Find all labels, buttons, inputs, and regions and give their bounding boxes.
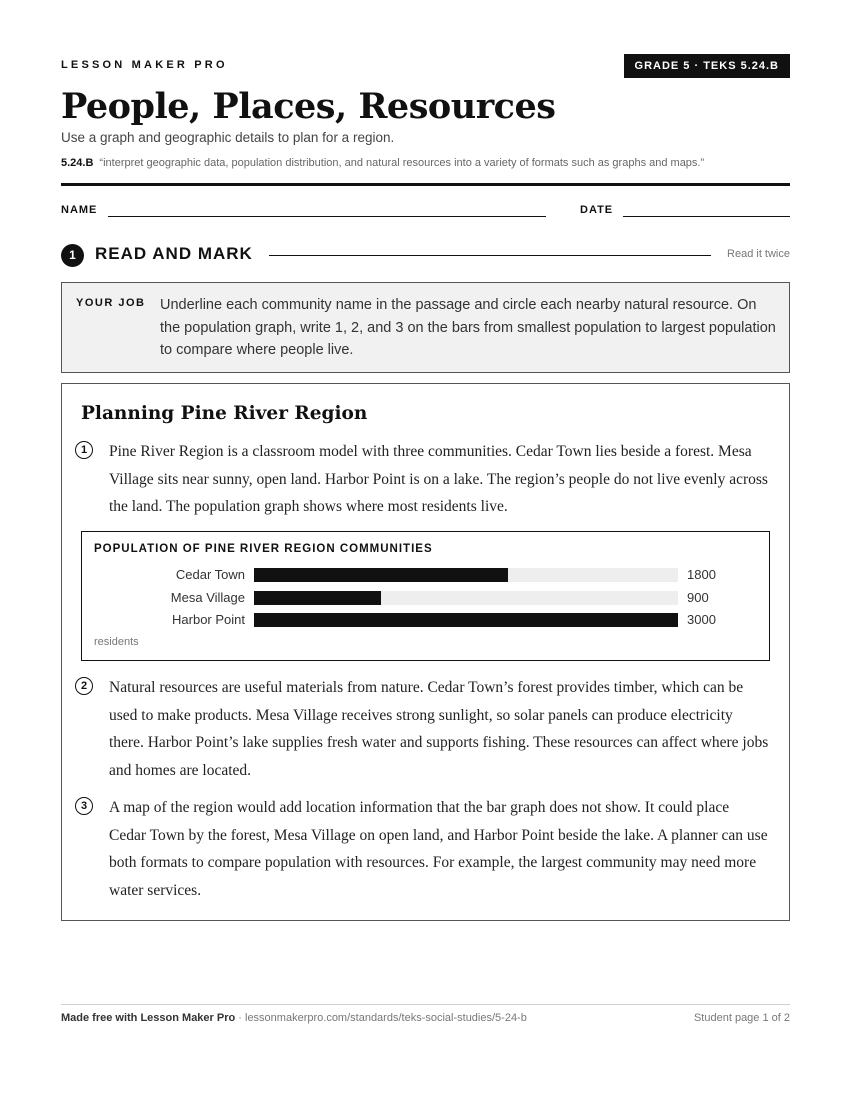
bar-cedar-town <box>254 568 508 582</box>
bar-label: Mesa Village <box>170 590 245 605</box>
section-rule <box>269 255 711 256</box>
passage-title: Planning Pine River Region <box>81 403 368 424</box>
bar-track <box>254 568 678 582</box>
footer-page-number: Student page 1 of 2 <box>693 1012 790 1024</box>
bar-row-cedar-town <box>82 567 769 583</box>
section-number: 1 <box>61 244 84 267</box>
bar-track <box>254 613 678 627</box>
page-title: People, Places, Resources <box>61 86 556 127</box>
paragraph-number: 3 <box>75 797 93 815</box>
bar-label: Cedar Town <box>175 567 245 582</box>
page-subtitle: Use a graph and geographic details to plan for a region. <box>61 130 395 145</box>
name-date-row <box>61 204 790 220</box>
bar-mesa-village <box>254 591 381 605</box>
name-field[interactable] <box>108 216 546 217</box>
your-job-box <box>61 282 790 373</box>
top-row <box>61 54 790 80</box>
section-header <box>61 243 790 267</box>
bar-row-harbor-point <box>82 612 769 628</box>
grade-badge: GRADE 5 · TEKS 5.24.B <box>624 54 790 78</box>
bar-label: Harbor Point <box>172 612 245 627</box>
footer-url-link[interactable]: lessonmakerpro.com/standards/teks-social-studies/5-24-b <box>245 1012 527 1024</box>
reading-passage <box>61 383 790 921</box>
name-label: NAME <box>61 204 98 216</box>
section-title: READ AND MARK <box>95 244 253 263</box>
paragraph-number: 2 <box>75 677 93 695</box>
footer-credit <box>61 1012 527 1024</box>
footer-separator: · <box>235 1012 245 1024</box>
chart-title: POPULATION OF PINE RIVER REGION COMMUNITIES <box>94 543 433 555</box>
footer-divider <box>61 1004 790 1005</box>
your-job-text: Underline each community name in the passage and circle each nearby natural resource. On the population graph, write 1, 2, and 3 on the bars from smallest population to largest population to compare where people live. <box>160 297 776 358</box>
paragraph-text: Pine River Region is a classroom model with three communities. Cedar Town lies beside a forest. Mesa Village sits near sunny, open land. Harbor Point is on a lake. The region’s people do not live evenly across the land. The population graph shows where most residents live. <box>109 443 768 515</box>
section-note: Read it twice <box>727 248 790 260</box>
bar-value-label: 3000 <box>687 612 716 627</box>
bar-track <box>254 591 678 605</box>
bar-value-label: 900 <box>687 590 709 605</box>
paragraph-text: Natural resources are useful materials from nature. Cedar Town’s forest provides timber, which can be used to make products. Mesa Village receives strong sunlight, so solar panels can produce electricity there. Harbor Point’s lake supplies fresh water and supports fishing. These resources can affect where jobs and homes are located. <box>109 679 769 779</box>
paragraph-number: 1 <box>75 441 93 459</box>
standard-text: “interpret geographic data, population distribution, and natural resources into a variety of formats such as graphs and maps.” <box>99 157 705 169</box>
date-label: DATE <box>580 204 614 216</box>
paragraph-text: A map of the region would add location information that the bar graph does not show. It could place Cedar Town by the forest, Mesa Village on open land, and Harbor Point beside the lake. A planner can use both formats to compare population with resources. For example, the largest community may need more water services. <box>109 799 768 899</box>
chart-unit-label: residents <box>94 636 139 648</box>
date-field[interactable] <box>623 216 790 217</box>
your-job-label: YOUR JOB <box>76 297 146 309</box>
bar-value-label: 1800 <box>687 567 716 582</box>
bar-row-mesa-village <box>82 590 769 606</box>
bar-harbor-point <box>254 613 678 627</box>
standard-line <box>61 157 704 169</box>
standard-code: 5.24.B <box>61 157 94 169</box>
footer-made-with: Made free with Lesson Maker Pro <box>61 1012 236 1024</box>
brand-name: LESSON MAKER PRO <box>61 59 228 71</box>
population-chart <box>81 531 770 661</box>
header-divider <box>61 183 790 186</box>
